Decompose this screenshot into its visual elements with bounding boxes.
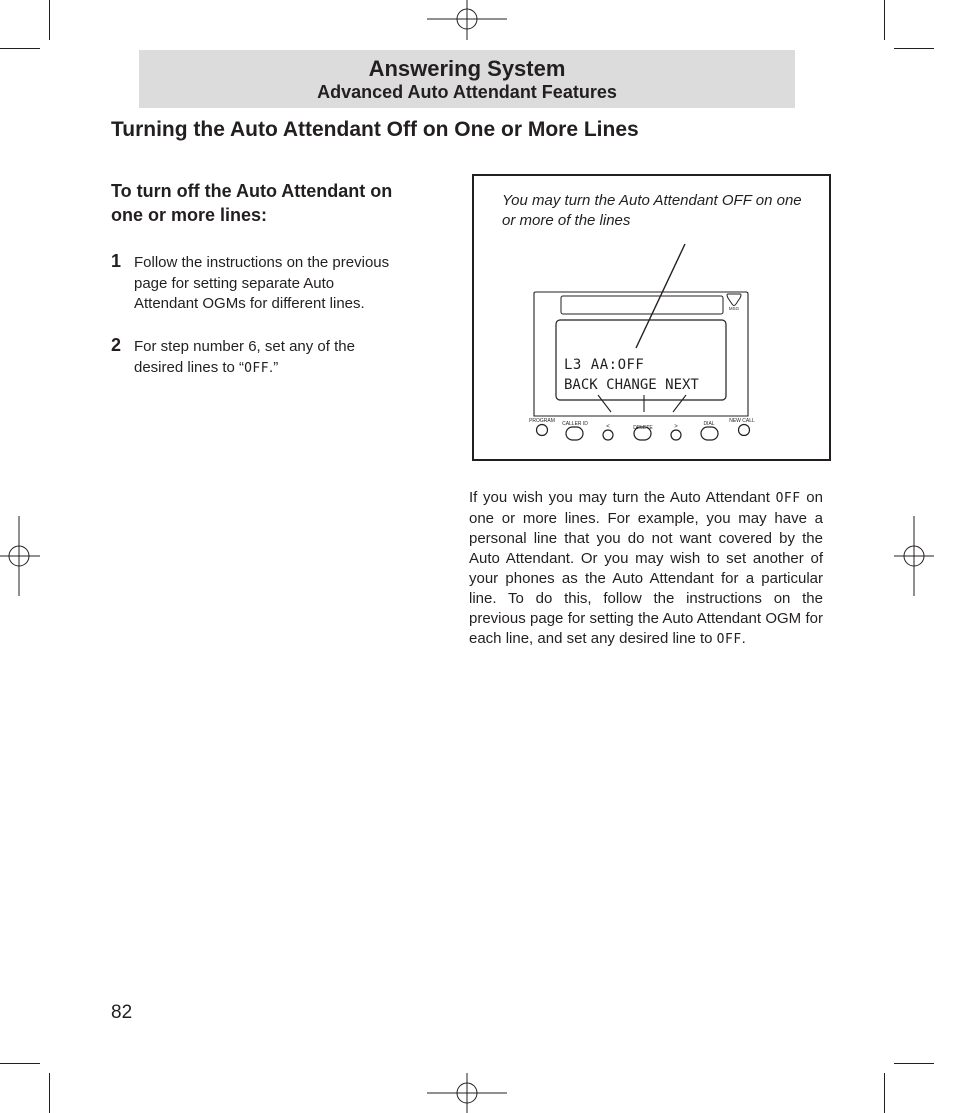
crop-mark bbox=[884, 0, 885, 40]
program-button bbox=[537, 425, 548, 436]
section-header bbox=[139, 50, 795, 108]
paragraph-part-1: If you wish you may turn the Auto Attendant bbox=[469, 489, 776, 506]
step-text: Follow the instructions on the previous page for setting separate Auto Attendant OGMs for different lines. bbox=[134, 254, 390, 312]
caller-id-button bbox=[566, 427, 583, 440]
phone-body bbox=[534, 292, 748, 416]
msg-label: MSG bbox=[728, 306, 740, 311]
paragraph-part-2: on one or more lines. For example, you may have a personal line that you do not want covered by the Auto Attendant. Or you may wish to set another of your phones as the Auto Attendant for a particular line. To do this, follow the instructions on the previous page for setting the Auto Attendant OGM for each line, and set any desired line to bbox=[469, 489, 823, 647]
step-text-before: For step number 6, set any of the desired lines to “ bbox=[134, 338, 355, 376]
left-arrow-button bbox=[603, 430, 613, 440]
right-arrow-button bbox=[671, 430, 681, 440]
step-item bbox=[111, 337, 401, 379]
left-arrow-label: < bbox=[606, 424, 610, 430]
crop-mark bbox=[894, 1063, 934, 1064]
new-call-button bbox=[739, 425, 750, 436]
dial-button bbox=[701, 427, 718, 440]
step-item bbox=[111, 253, 401, 315]
crop-mark bbox=[884, 1073, 885, 1113]
figure-caption: You may turn the Auto Attendant OFF on one or more of the lines bbox=[502, 192, 802, 229]
crop-mark bbox=[0, 48, 40, 49]
registration-mark-icon bbox=[427, 1073, 507, 1113]
step-text-after: .” bbox=[269, 358, 279, 376]
registration-mark-icon bbox=[894, 516, 934, 596]
display-slot bbox=[561, 296, 723, 314]
program-label: PROGRAM bbox=[529, 418, 555, 424]
body-paragraph bbox=[469, 488, 823, 650]
step-text bbox=[111, 337, 401, 379]
dial-label: DIAL bbox=[703, 421, 715, 427]
right-arrow-label: > bbox=[674, 424, 678, 430]
registration-mark-icon bbox=[427, 0, 507, 40]
crop-mark bbox=[894, 48, 934, 49]
caller-id-label: CALLER ID bbox=[562, 421, 588, 427]
msg-light-icon bbox=[727, 294, 741, 306]
lcd-code: OFF bbox=[775, 491, 801, 506]
paragraph-part-3: . bbox=[741, 630, 746, 647]
header-subtitle: Advanced Auto Attendant Features bbox=[317, 82, 617, 102]
registration-mark-icon bbox=[0, 516, 40, 596]
delete-label: DELETE bbox=[633, 425, 653, 431]
instructions-heading: To turn off the Auto Attendant on one or more lines: bbox=[111, 181, 393, 225]
step-number: 2 bbox=[111, 335, 122, 355]
lcd-code: OFF bbox=[716, 632, 742, 647]
crop-mark bbox=[0, 1063, 40, 1064]
page-title: Turning the Auto Attendant Off on One or More Lines bbox=[111, 118, 639, 141]
lcd-code: OFF bbox=[244, 360, 270, 376]
header-title: Answering System bbox=[368, 56, 566, 81]
new-call-label: NEW CALL bbox=[729, 418, 755, 424]
crop-mark bbox=[49, 0, 50, 40]
crop-mark bbox=[49, 1073, 50, 1113]
page-number: 82 bbox=[111, 1002, 133, 1023]
softkey-pointer bbox=[598, 395, 611, 412]
lcd-line-1: L3 AA:OFF bbox=[564, 357, 645, 373]
softkey-pointer bbox=[673, 395, 686, 412]
step-number: 1 bbox=[111, 251, 122, 271]
phone-display-figure bbox=[472, 174, 831, 461]
phone-illustration bbox=[474, 176, 829, 459]
lcd-line-2: BACK CHANGE NEXT bbox=[564, 377, 699, 393]
